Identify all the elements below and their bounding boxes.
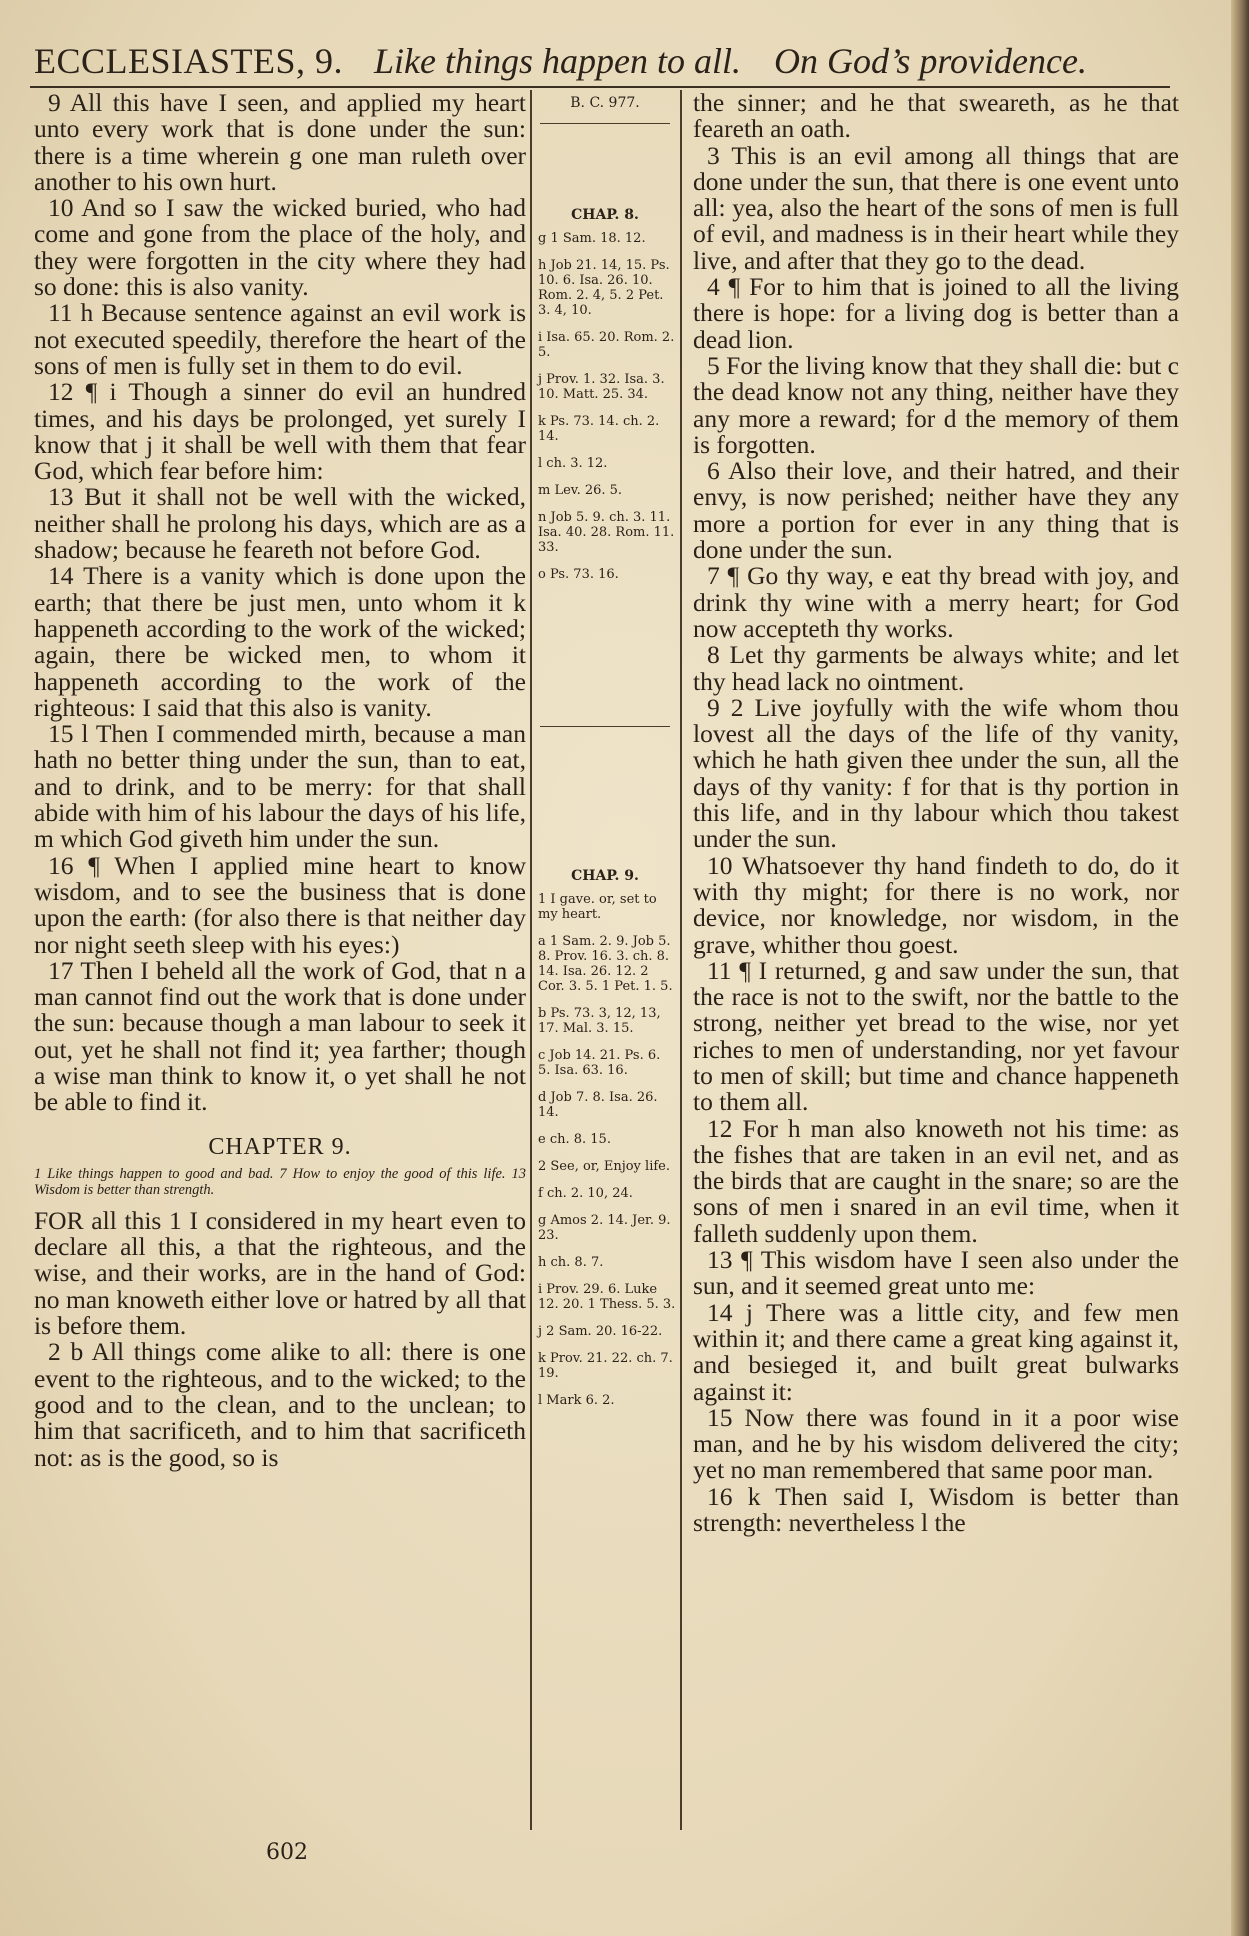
verse: 16 k Then said I, Wisdom is better than strength: nevertheless l the — [693, 1481, 1179, 1538]
chapter-title: CHAPTER 9. — [208, 1133, 352, 1160]
verse: 2 b All things come alike to all: there is one event to the righteous, and to the wicked; to the good and to the clean, and to the unclean; to him that sacrificeth, and to him that sacrificeth not: as is the good, so is — [34, 1337, 526, 1472]
reference: a 1 Sam. 2. 9. Job 5. 8. Prov. 16. 3. ch. 8. 14. Isa. 26. 12. 2 Cor. 3. 5. 1 Pet. 1. 5. — [538, 934, 673, 994]
reference: d Job 7. 8. Isa. 26. 14. — [538, 1090, 658, 1120]
verse: 14 There is a vanity which is done upon the earth; that there be just men, unto whom it k happeneth according to the work of the wicked; again, there be wicked men, to whom it happeneth according to the work of the righteous: I said that this also is vanity. — [34, 561, 526, 722]
verse: 10 And so I saw the wicked buried, who had come and gone from the place of the holy, and they were forgotten in the city where they had so done: this is also vanity. — [34, 193, 526, 302]
page-header — [34, 36, 1164, 86]
verse: 12 ¶ i Though a sinner do evil an hundred times, and his days be prolonged, yet surely I know that j it shall be well with them that fear God, which fear before him: — [34, 377, 526, 486]
verse: 3 This is an evil among all things that are done under the sun, that there is one event unto all: yea, also the heart of the sons of men is full of evil, and madness is in their heart while they live, and after that they go to the dead. — [693, 140, 1179, 275]
reference: j 2 Sam. 20. 16-22. — [538, 1324, 663, 1339]
page-number: 602 — [266, 1840, 308, 1865]
left-column — [34, 90, 526, 1471]
header-subtitle-2: On God’s providence. — [774, 41, 1087, 81]
verse: 10 Whatsoever thy hand findeth to do, do it with thy might; for there is no work, nor device, nor knowledge, nor wisdom, in the grave, whither thou goest. — [693, 850, 1179, 959]
reference: k Ps. 73. 14. ch. 2. 14. — [538, 414, 660, 444]
column-divider-right — [680, 90, 682, 1830]
reference: b Ps. 73. 3, 12, 13, 17. Mal. 3. 15. — [538, 1006, 661, 1036]
reference: g 1 Sam. 18. 12. — [538, 231, 646, 246]
verse: 12 For h man also knoweth not his time: as the fishes that are taken in an evil net, and as the birds that are caught in the snare; so are the sons of men i snared in an evil time, when it falleth suddenly upon them. — [693, 1113, 1179, 1248]
verse: 15 l Then I commended mirth, because a man hath no better thing under the sun, than to eat, and to drink, and to be merry: for that shall abide with him of his labour the days of his life, m which God giveth him under the sun. — [34, 719, 526, 854]
reference: 2 See, or, Enjoy life. — [538, 1159, 670, 1174]
verse: 9 2 Live joyfully with the wife whom thou lovest all the days of the life of thy vanity, which he hath given thee under the sun, all the days of thy vanity: f for that is thy portion in this life, and in thy labour which thou takest under the sun. — [693, 692, 1179, 854]
verse: 15 Now there was found in it a poor wise man, and he by his wisdom delivered the city; yet no man remembered that same poor man. — [693, 1402, 1179, 1485]
chap8-label: CHAP. 8. — [571, 207, 639, 223]
reference: c Job 14. 21. Ps. 6. 5. Isa. 63. 16. — [538, 1048, 661, 1078]
reference: j Prov. 1. 32. Isa. 3. 10. Matt. 25. 34. — [538, 372, 665, 402]
reference: l Mark 6. 2. — [538, 1393, 615, 1408]
page-edge-shadow — [1231, 0, 1249, 1936]
era-rule — [540, 123, 670, 124]
verse: 4 ¶ For to him that is joined to all the living there is hope: for a living dog is better than a dead lion. — [693, 272, 1179, 354]
reference: g Amos 2. 14. Jer. 9. 23. — [538, 1213, 671, 1243]
reference: h Job 21. 14, 15. Ps. 10. 6. Isa. 26. 10. Rom. 2. 4, 5. 2 Pet. 3. 4, 10. — [538, 258, 670, 318]
verse: 7 ¶ Go thy way, e eat thy bread with joy, and drink thy wine with a merry heart; for God now accepteth thy works. — [693, 561, 1179, 643]
verse: 11 ¶ I returned, g and saw under the sun, that the race is not to the swift, nor the battle to the strong, neither yet bread to the wise, nor yet riches to men of understanding, nor yet favour to men of skill; but time and chance happeneth to them all. — [693, 955, 1179, 1117]
verse-chapter-start: FOR all this 1 I considered in my heart even to declare all this, a that the righteous, and the wise, and their works, are in the hand of God: no man knoweth either love or hatred by all that is before them. — [34, 1205, 526, 1341]
reference: i Isa. 65. 20. Rom. 2. 5. — [538, 330, 675, 360]
chapter-rule — [540, 726, 670, 727]
reference: o Ps. 73. 16. — [538, 567, 619, 582]
chapter-summary: 1 Like things happen to good and bad. 7 How to enjoy the good of this life. 13 Wisdom is better than strength. — [34, 1165, 526, 1198]
header-book: ECCLESIASTES, 9. — [34, 41, 344, 81]
verse: 11 h Because sentence against an evil work is not executed speedily, therefore the heart of the sons of men is fully set in them to do evil. — [34, 298, 526, 380]
reference: i Prov. 29. 6. Luke 12. 20. 1 Thess. 5. 3. — [538, 1282, 676, 1312]
verse: 5 For the living know that they shall die: but c the dead know not any thing, neither have they any more a reward; for d the memory of them is forgotten. — [693, 350, 1179, 459]
center-references — [534, 90, 676, 1830]
reference: 1 I gave. or, set to my heart. — [538, 892, 657, 922]
verse: 16 ¶ When I applied mine heart to know wisdom, and to see the business that is done upon the earth: (for also there is that neither day nor night seeth sleep with his eyes:) — [34, 850, 526, 959]
right-column — [693, 90, 1179, 1536]
verse: 13 ¶ This wisdom have I seen also under the sun, and it seemed great unto me: — [693, 1245, 1179, 1301]
reference: e ch. 8. 15. — [538, 1132, 611, 1147]
verse: 13 But it shall not be well with the wicked, neither shall he prolong his days, which are as a shadow; because he feareth not before God. — [34, 482, 526, 565]
reference: k Prov. 21. 22. ch. 7. 19. — [538, 1351, 673, 1381]
era-label: B. C. 977. — [570, 95, 640, 111]
reference: l ch. 3. 12. — [538, 456, 608, 471]
verse: 17 Then I beheld all the work of God, that n a man cannot find out the work that is done under the sun: because though a man labour to seek it out, yet he shall not find it; yea farther; though a wise man think to know it, o yet shall he not be able to find it. — [34, 955, 526, 1117]
header-subtitle-1: Like things happen to all. — [374, 41, 742, 81]
verse: the sinner; and he that sweareth, as he that feareth an oath. — [693, 88, 1179, 144]
verse: 6 Also their love, and their hatred, and their envy, is now perished; neither have they any more a portion for ever in any thing that is done under the sun. — [693, 456, 1179, 565]
reference: f ch. 2. 10, 24. — [538, 1186, 633, 1201]
verse: 8 Let thy garments be always white; and let thy head lack no ointment. — [693, 640, 1179, 696]
verse: 9 All this have I seen, and applied my heart unto every work that is done under the sun: there is a time wherein g one man ruleth over another to his own hurt. — [34, 88, 526, 196]
chap9-label: CHAP. 9. — [571, 868, 639, 884]
reference: m Lev. 26. 5. — [538, 483, 623, 498]
verse: 14 j There was a little city, and few men within it; and there came a great king against it, and besieged it, and built great bulwarks against it: — [693, 1297, 1179, 1406]
reference: n Job 5. 9. ch. 3. 11. Isa. 40. 28. Rom. 11. 33. — [538, 510, 675, 555]
column-divider-left — [530, 90, 532, 1830]
reference: h ch. 8. 7. — [538, 1255, 604, 1270]
